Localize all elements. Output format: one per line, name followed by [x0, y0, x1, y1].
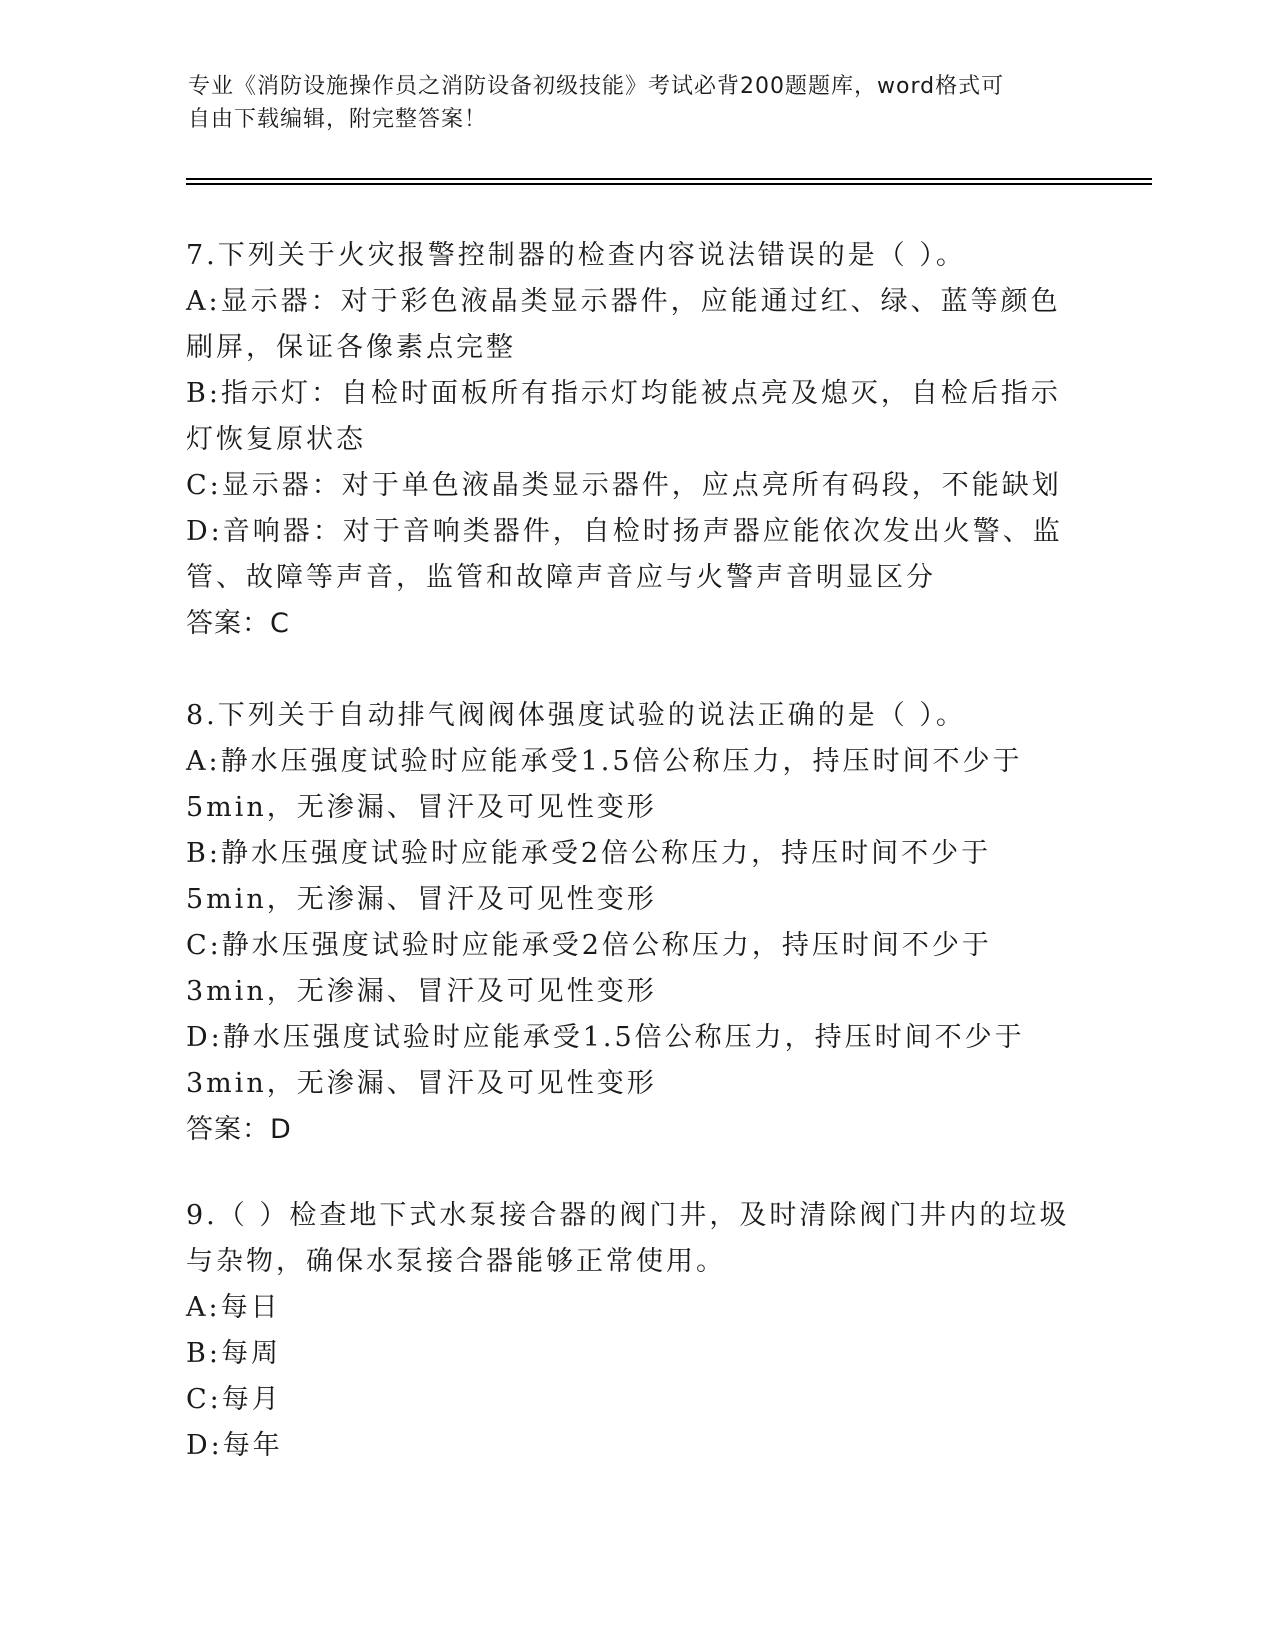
question-9 [186, 1193, 1086, 1469]
option-c: C:静水压强度试验时应能承受2倍公称压力，持压时间不少于3min，无渗漏、冒汗及可见性变形 [186, 930, 992, 1007]
answer: 答案：D [186, 1114, 292, 1145]
header-divider-bottom [186, 183, 1152, 185]
header-divider-top [186, 178, 1152, 180]
header-line-1: 专业《消防设施操作员之消防设备初级技能》考试必背200题题库，word格式可 [188, 74, 1005, 99]
option-a: A:静水压强度试验时应能承受1.5倍公称压力，持压时间不少于5min，无渗漏、冒汗及可见性变形 [186, 746, 1023, 823]
header-line-2: 自由下载编辑，附完整答案！ [188, 107, 488, 132]
question-8 [186, 693, 1086, 1153]
option-c: C:显示器：对于单色液晶类显示器件，应点亮所有码段，不能缺划 [186, 470, 1062, 501]
answer: 答案：C [186, 608, 290, 639]
document-header [188, 70, 1068, 136]
option-b: B:每周 [186, 1338, 281, 1369]
option-b: B:指示灯：自检时面板所有指示灯均能被点亮及熄灭，自检后指示灯恢复原状态 [186, 378, 1061, 455]
option-b: B:静水压强度试验时应能承受2倍公称压力，持压时间不少于5min，无渗漏、冒汗及可见性变形 [186, 838, 992, 915]
question-stem: 8.下列关于自动排气阀阀体强度试验的说法正确的是（ ）。 [186, 700, 966, 731]
question-stem: 7.下列关于火灾报警控制器的检查内容说法错误的是（ ）。 [186, 240, 966, 271]
option-c: C:每月 [186, 1384, 282, 1415]
option-d: D:每年 [186, 1430, 283, 1461]
question-stem: 9.（ ）检查地下式水泵接合器的阀门井，及时清除阀门井内的垃圾与杂物，确保水泵接合器能够正常使用。 [186, 1200, 1070, 1277]
option-d: D:音响器：对于音响类器件，自检时扬声器应能依次发出火警、监管、故障等声音，监管和故障声音应与火警声音明显区分 [186, 516, 1063, 593]
option-a: A:每日 [186, 1292, 281, 1323]
option-d: D:静水压强度试验时应能承受1.5倍公称压力，持压时间不少于3min，无渗漏、冒汗及可见性变形 [186, 1022, 1025, 1099]
question-7 [186, 233, 1086, 647]
option-a: A:显示器：对于彩色液晶类显示器件，应能通过红、绿、蓝等颜色刷屏，保证各像素点完整 [186, 286, 1061, 363]
